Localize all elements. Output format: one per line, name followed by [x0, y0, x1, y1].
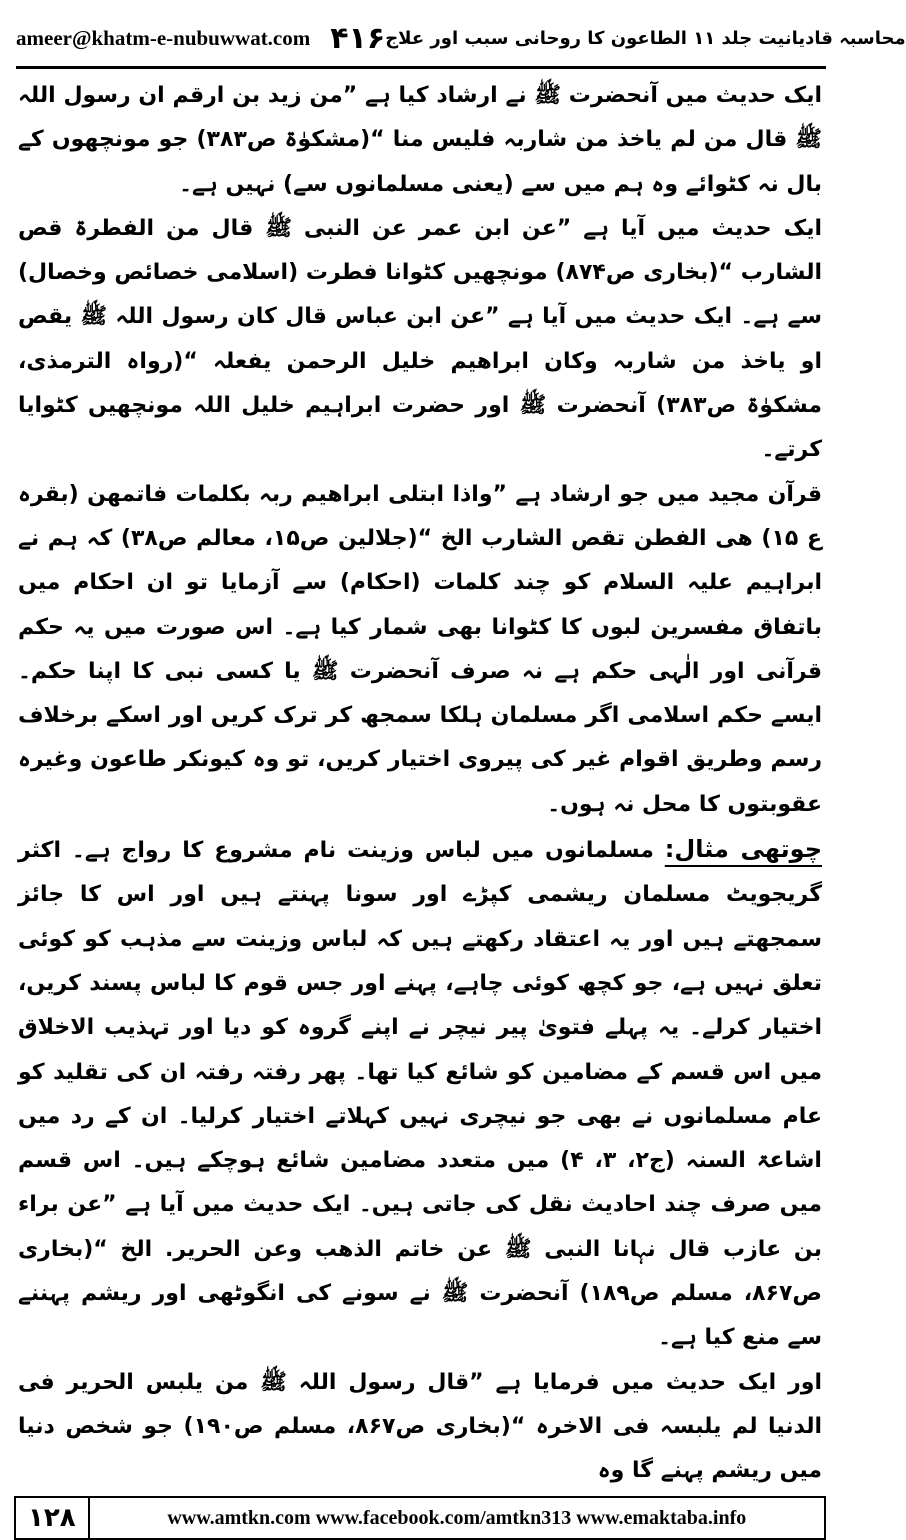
- page-header: [16, 14, 906, 62]
- urdu-text: (رواہ الترمذی، مشکوٰۃ ص۳۸۳) آنحضرت ﷺ اور حضرت ابراہیم خلیل اللہ مونچھیں کٹوایا کرتے۔: [18, 348, 823, 463]
- paragraph: [18, 207, 822, 473]
- urdu-text: (مشکوٰۃ ص۳۸۳) جو مونچھوں کے بال نہ کٹوائے وہ ہم میں سے (یعنی مسلمانوں سے) نہیں ہے۔: [18, 127, 822, 197]
- arabic-quote: ”قال رسول اللہ ﷺ من یلبس الحریر فی الدنیا لم یلبسہ فی الاخرہ “: [18, 1369, 823, 1439]
- arabic-quote: ”واذا ابتلی ابراھیم ربہ بکلمات فاتمھن (بقرہ ع ۱۵) ھی الفطن تقص الشارب الخ “: [18, 481, 822, 551]
- header-email: ameer@khatm-e-nubuwwat.com: [16, 25, 311, 50]
- urdu-text: مسلمانوں میں لباس وزینت نام مشروع کا رواج ہے۔ اکثر گریجویٹ مسلمان ریشمی کپڑے اور سونا پہنتے ہیں اور اس کا جائز سمجھتے ہیں اور یہ اعتقاد رکھتے ہیں کہ لباس وزینت سے مذہب کو کوئی تعلق نہیں ہے، جو کچھ کوئی چاہے، پہنے اور جس قوم کا لباس پسند کریں، اختیار کرلے۔ یہ پہلے فتویٰ پیر نیچر نے اپنے گروہ کو دیا اور تہذیب الاخلاق میں اس قسم کے مضامین کو شائع کیا تھا۔ پھر رفتہ رفتہ ان کی تقلید کو عام مسلمانوں نے بھی جو نیچری نہیں کہلاتے اختیار کرلیا۔ ان کے رد میں اشاعۃ السنہ (ج۲، ۳، ۴) میں متعدد مضامین شائع ہوچکے ہیں۔ اس قسم میں صرف چند احادیث نقل کی جاتی ہیں۔ ایک حدیث میں آیا ہے: [18, 838, 822, 1218]
- urdu-text: اور ایک حدیث میں فرمایا ہے: [483, 1369, 823, 1395]
- paragraph: [18, 827, 822, 1361]
- section-heading: چوتھی مثال:: [664, 835, 822, 864]
- urdu-text: (بخاری ص۸۶۷، مسلم ص۱۸۹) آنحضرت ﷺ نے سونے کی انگوٹھی اور ریشم پہننے سے منع کیا ہے۔: [18, 1236, 822, 1351]
- header-rule: [16, 66, 826, 69]
- urdu-text: قرآن مجید میں جو ارشاد ہے: [506, 481, 823, 507]
- urdu-text: (بخاری ص۸۶۷، مسلم ص۱۹۰) جو شخص دنیا میں ریشم پہنے گا وہ: [18, 1413, 822, 1484]
- page-footer: [14, 1496, 826, 1540]
- arabic-quote: ”من زید بن ارقم ان رسول اللہ ﷺ قال من لم یاخذ من شاربہ فلیس منا “: [18, 83, 822, 153]
- arabic-quote: ”عن براء بن عازب قال نہانا النبی ﷺ عن خاتم الذھب وعن الحریر. الخ “: [18, 1192, 822, 1262]
- arabic-quote: ”عن ابن عباس قال کان رسول اللہ ﷺ یقص او یاخذ من شاربہ وکان ابراھیم خلیل الرحمن یفعلہ “: [18, 304, 822, 374]
- urdu-text: (بخاری ص۸۷۴) مونچھیں کٹوانا فطرت (اسلامی خصائص وخصال) سے ہے۔ ایک حدیث میں آیا ہے: [18, 260, 822, 330]
- page-body: [18, 74, 822, 1494]
- paragraph: [18, 74, 822, 207]
- arabic-quote: ”عن ابن عمر عن النبی ﷺ قال من الفطرۃ قص الشارب “: [18, 215, 822, 286]
- header-title: محاسبہ قادیانیت جلد ۱۱ الطاعون کا روحانی سبب اور علاج: [385, 27, 906, 49]
- paragraph: [18, 473, 822, 827]
- urdu-text: ایک حدیث میں آیا ہے: [571, 215, 822, 241]
- footer-websites: www.amtkn.com www.facebook.com/amtkn313 www.emaktaba.info: [167, 1506, 747, 1529]
- urdu-text: ایک حدیث میں آنحضرت ﷺ نے ارشاد کیا ہے: [357, 83, 822, 108]
- footer-page-number: ۱۲۸: [16, 1498, 90, 1538]
- header-page-number: ۴۱۶: [330, 20, 386, 56]
- urdu-text: (جلالین ص۱۵، معالم ص۳۸) کہ ہم نے ابراہیم علیہ السلام کو چند کلمات (احکام) سے آزمایا تو ان احکام میں باتفاق مفسرین لبوں کا کٹوانا بھی شمار کیا ہے۔ اس صورت میں یہ حکم قرآنی اور الٰہی حکم ہے نہ صرف آنحضرت ﷺ یا کسی نبی کا اپنا حکم۔ ایسے حکم اسلامی اگر مسلمان ہلکا سمجھ کر ترک کریں اور اسکے برخلاف رسم وطریق اقوام غیر کی پیروی اختیار کریں، تو وہ کیونکر طاعون وغیرہ عقوبتوں کا محل نہ ہوں۔: [18, 525, 822, 817]
- paragraph: [18, 1361, 822, 1494]
